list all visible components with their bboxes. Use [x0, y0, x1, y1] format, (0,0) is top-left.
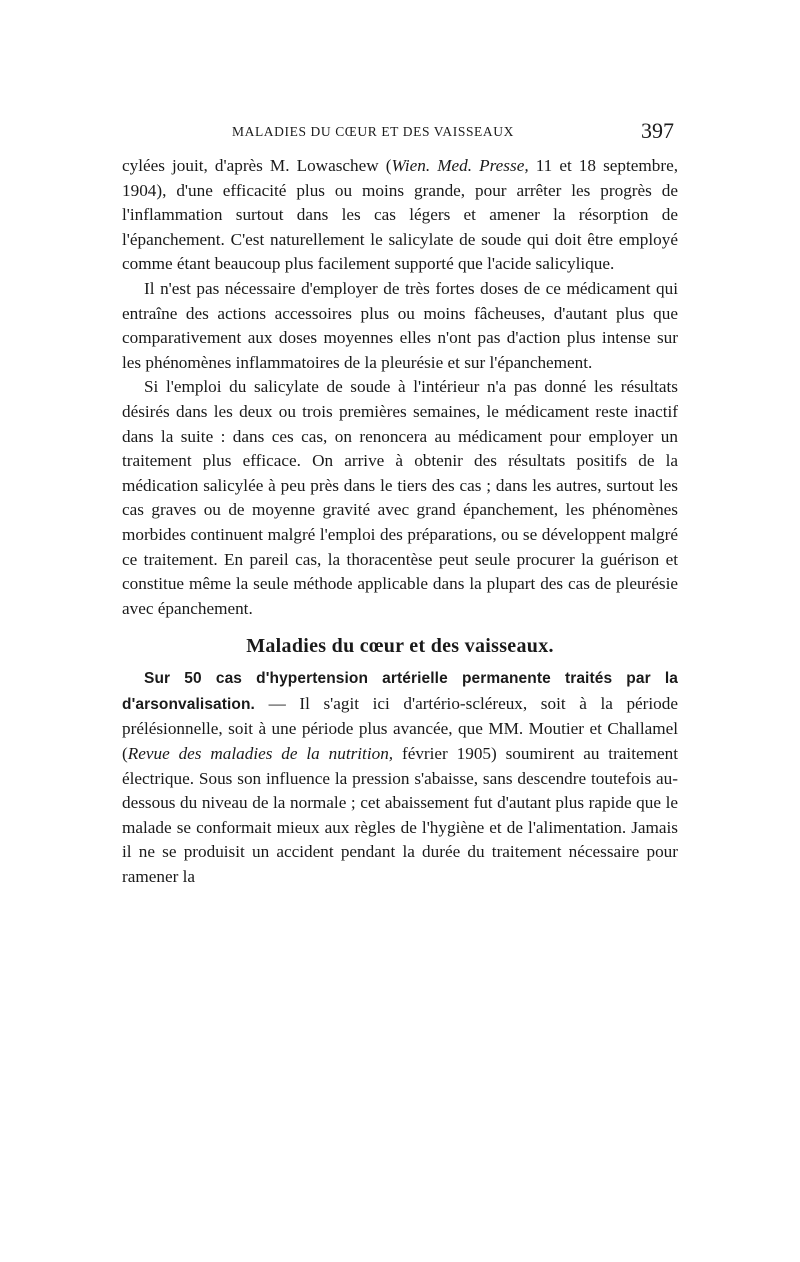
paragraph-salicylate-failure: Si l'emploi du salicylate de soude à l'intérieur n'a pas donné les résultats désirés dans les deux ou trois premières semaines, le médicament reste inactif dans la suite : dans ces cas, on renoncera au médicament pour employer un traitement plus efficace. On arrive à obtenir des résultats positifs de la médication salicylée à peu près dans le tiers des cas ; dans les autres, surtout les cas graves ou de moyenne gravité avec grand épanchement, les phénomènes morbides continuent malgré l'emploi des préparations, ou se développent malgré ce traitement. En pareil cas, la thoracentèse peut seule procurer la guérison et constitue même la seule méthode applicable dans la plupart des cas de pleurésie avec épanchement.: [122, 377, 678, 618]
page-number: 397: [641, 118, 674, 143]
section-heading: Maladies du cœur et des vaisseaux.: [246, 635, 554, 658]
book-page: [122, 118, 678, 890]
para1-text-end: 11 et 18 septembre, 1904), d'une efficacité plus ou moins grande, pour arrêter les progrès de l'inflammation surtout dans les cas légers et amener la résorption de l'épanchement. C'est naturellement le salicylate de soude qui doit être employé comme étant beaucoup plus facilement supporté que l'acide salicylique.: [122, 156, 678, 274]
running-head: [122, 118, 678, 148]
para4-text-start: — Il s'agit ici d'artério-scléreux, soit à la période prélésionnelle, soit à une période plus avancée, que MM. Moutier et Challamel (: [122, 693, 678, 764]
paragraph-hypertension: [122, 666, 678, 889]
running-title: MALADIES DU CŒUR ET DES VAISSEAUX: [232, 124, 514, 139]
paragraph-doses: Il n'est pas nécessaire d'employer de très fortes doses de ce médicament qui entraîne des actions accessoires plus ou moins fâcheuses, d'autant plus que comparativement aux doses moyennes elles n'ont pas d'action plus intense sur les phénomènes inflammatoires de la pleurésie et sur l'épanchement.: [122, 278, 678, 372]
journal-citation-revue: Revue des maladies de la nutrition,: [127, 744, 394, 764]
paragraph-salicylate-continuation: [122, 154, 678, 277]
para4-text-end: février 1905) soumirent au traitement électrique. Sous son influence la pression s'abaisse, sans descendre toutefois au-dessous du niveau de la normale ; cet abaissement fut d'autant plus rapide que le malade se conformait mieux aux règles de l'hygiène et de l'alimentation. Jamais il ne se produisit un accident pendant la durée du traitement nécessaire pour ramener la: [122, 744, 678, 887]
journal-citation-wien: Wien. Med. Presse,: [391, 156, 529, 175]
article-lead-in: Sur 50 cas d'hypertension artérielle permanente traités par la d'arsonvalisation.: [122, 670, 678, 713]
para1-text-start: cylées jouit, d'après M. Lowaschew (: [122, 156, 392, 175]
